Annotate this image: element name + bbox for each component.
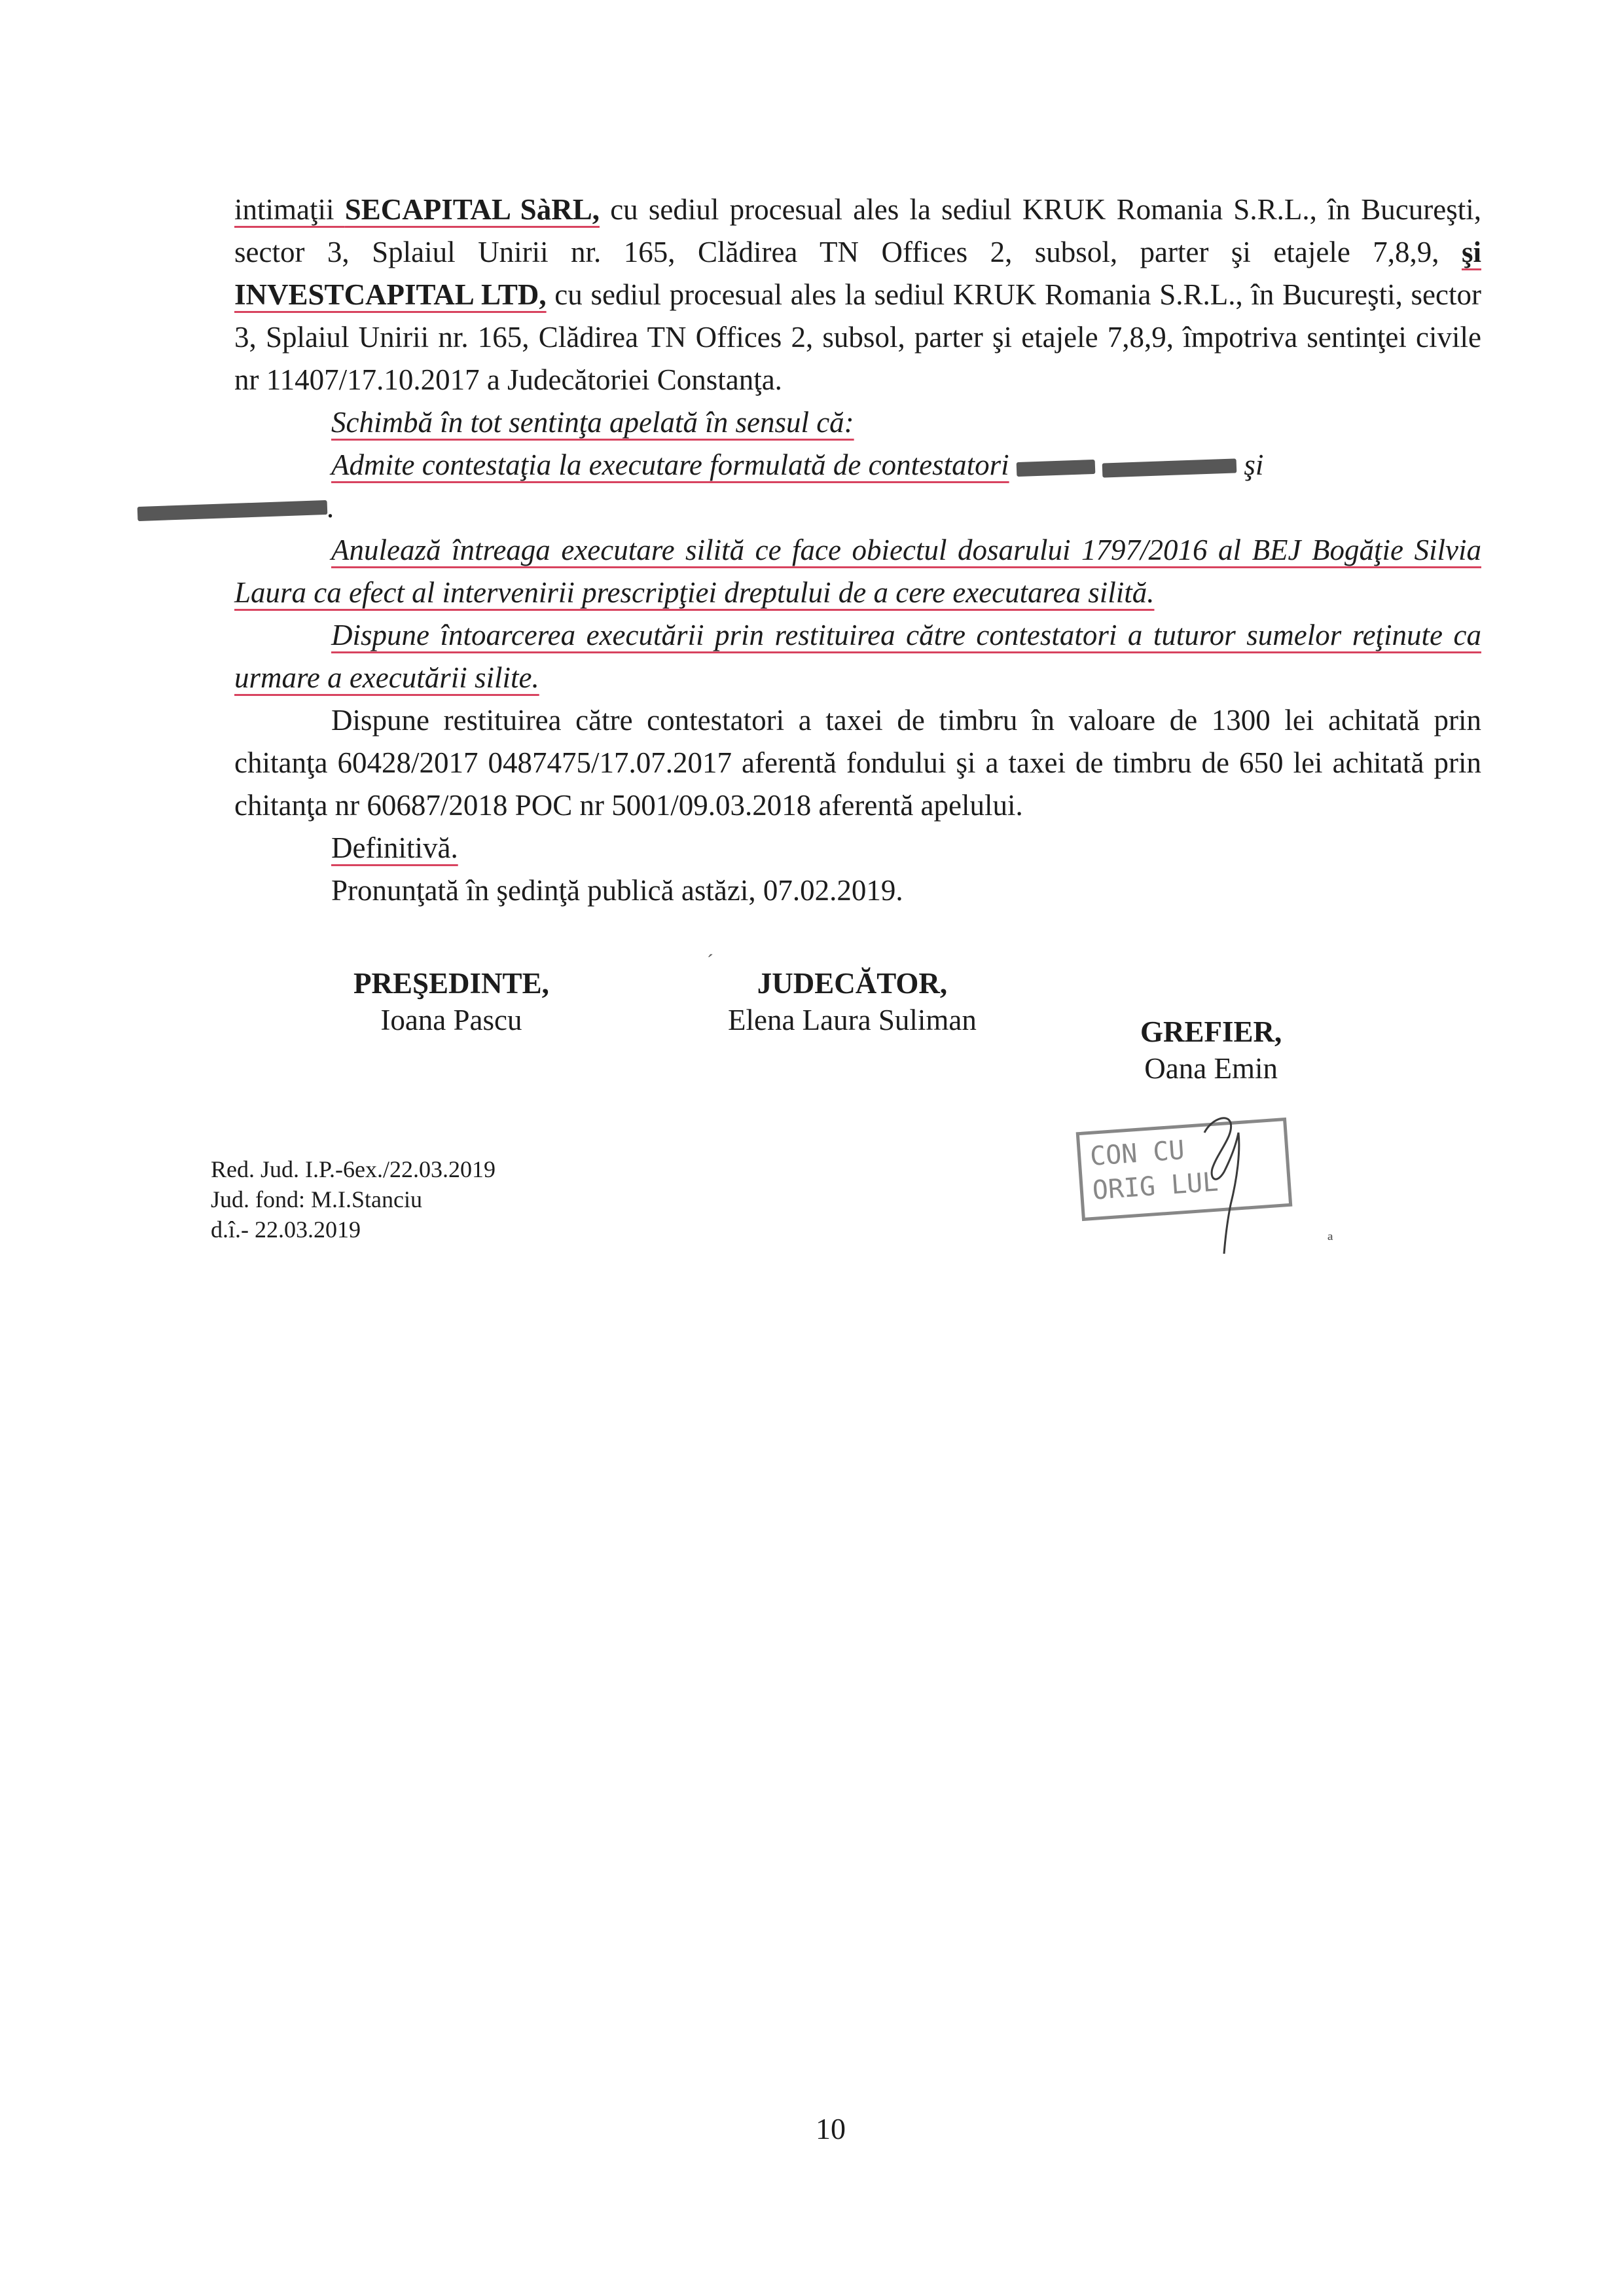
text-dispune-intoarcerea: Dispune întoarcerea executării prin restituirea către contestatori a tuturor sumelor reţinute ca urmare a executării silite. (234, 619, 1481, 694)
party-investcapital: şi INVESTCAPITAL LTD, (234, 236, 1481, 311)
text-admite: Admite contestaţia la executare formulată de contestatori (331, 448, 1009, 481)
judge-name: Elena Laura Suliman (728, 1004, 977, 1036)
redacted-name-2 (1102, 458, 1237, 477)
text-anuleaza: Anulează întreaga executare silită ce face obiectul dosarului 1797/2016 al BEJ Bogăţie Silvia Laura ca efect al intervenirii prescripţiei dreptului de a cere executarea silită. (234, 534, 1481, 609)
paragraph-intimati (234, 189, 1481, 401)
footer-notes (211, 1154, 496, 1245)
president-role: PREŞEDINTE, (353, 967, 549, 1000)
paragraph-schimba (234, 401, 1481, 444)
text-dispune-restituirea: Dispune restituirea către contestatori a taxei de timbru în valoare de 1300 lei achitată prin chitanţa 60428/2017 0487475/17.07.2017 aferentă fondului şi a taxei de timbru de 650 lei achitată prin chitanţa nr 60687/2018 POC nr 5001/09.03.2018 aferentă apelului. (234, 704, 1481, 822)
note-redactor: Red. Jud. I.P.-6ex./22.03.2019 (211, 1156, 496, 1182)
text-secapital-address: cu sediul procesual ales la sediul KRUK Romania S.R.L., în Bucureşti, sector 3, Splaiul Unirii nr. 165, Clădirea TN Offices 2, subsol, parter şi etajele 7,8,9, (234, 193, 1481, 268)
handwritten-signature-icon (1165, 1106, 1263, 1257)
stamp-line-1: CON CU (1089, 1135, 1186, 1172)
president-name: Ioana Pascu (380, 1004, 522, 1036)
text-investcapital-address: cu sediul procesual ales la sediul KRUK Romania S.R.L., în Bucureşti, sector 3, Splaiul Unirii nr. 165, Clădirea TN Offices 2, subsol, parter şi etajele 7,8,9, împotriva sentinţei civile nr 11407/17.10.2017 a Judecătoriei Constanţa. (234, 278, 1481, 396)
clerk-name: Oana Emin (1144, 1052, 1278, 1085)
paragraph-admite: Admite contestaţia la executare formulată de contestatori şi . (234, 444, 1481, 529)
document-body (234, 189, 1481, 912)
paragraph-dispune-intoarcerea (234, 614, 1481, 699)
page-number: 10 (816, 2112, 846, 2145)
stray-tick-icon: ´ (707, 951, 713, 972)
text-definitiva: Definitivă. (331, 831, 458, 864)
text-si: şi (1244, 448, 1264, 481)
stray-mark-icon: ª (1327, 1231, 1333, 1252)
paragraph-pronuntata (234, 869, 1481, 912)
text-pronuntata: Pronunţată în şedinţă publică astăzi, 07.02.2019. (331, 874, 903, 907)
signature-judge (728, 965, 977, 1038)
text-schimba: Schimbă în tot sentinţa apelată în sensul că: (331, 406, 854, 439)
party-secapital: SECAPITAL SàRL, (344, 193, 600, 226)
note-fund-judge: Jud. fond: M.I.Stanciu (211, 1186, 422, 1212)
text-intimati: intimaţii (234, 193, 345, 226)
stamp-line-2: ORIG LUL (1091, 1167, 1219, 1206)
signature-clerk (1140, 1013, 1282, 1087)
note-date: d.î.- 22.03.2019 (211, 1216, 361, 1243)
judge-role: JUDECĂTOR, (757, 967, 948, 1000)
paragraph-definitiva (234, 827, 1481, 869)
redacted-name-1 (1017, 460, 1096, 477)
clerk-role: GREFIER, (1140, 1015, 1282, 1048)
paragraph-anuleaza (234, 529, 1481, 614)
signature-president (353, 965, 549, 1038)
redacted-name-3 (137, 500, 328, 521)
paragraph-dispune-restituirea (234, 699, 1481, 827)
